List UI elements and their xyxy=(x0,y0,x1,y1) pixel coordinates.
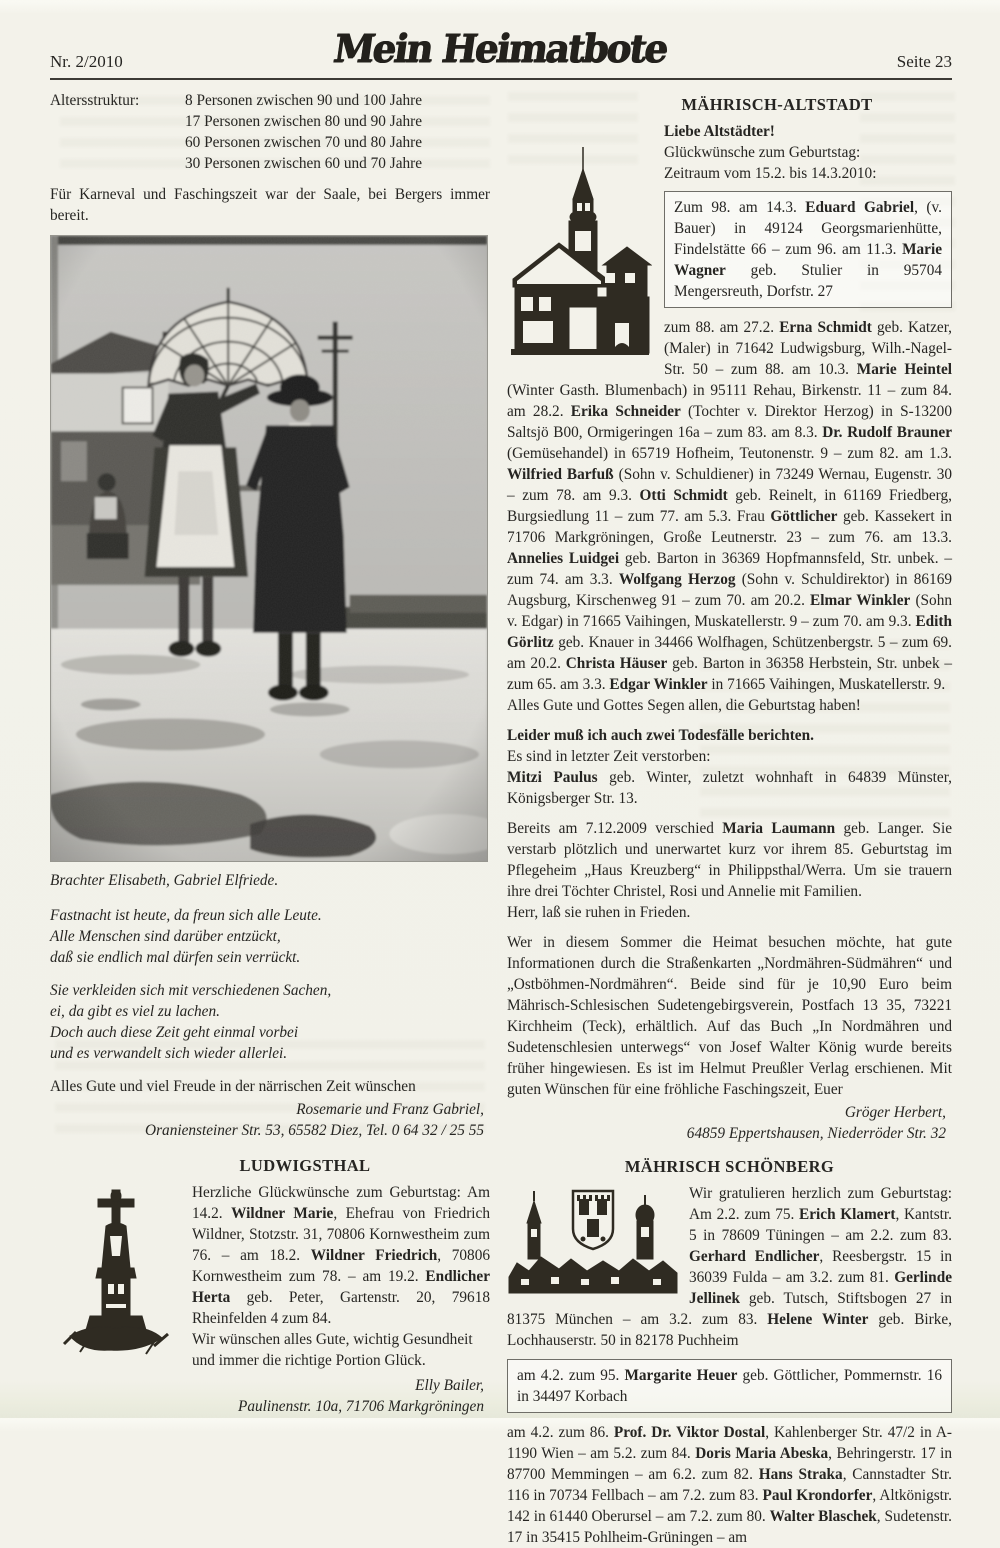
signature-block xyxy=(507,1102,946,1144)
signature-name: Rosemarie und Franz Gabriel, xyxy=(296,1101,484,1118)
obituary-heading: Leider muß ich auch zwei Todesfälle berichten. xyxy=(507,727,814,744)
ludwigsthal-body: Herzliche Glückwünsche zum Geburtstag: Am 14.2. Wildner Marie, Ehefrau von Friedrich Wildner, Stotzstr. 31, 70806 Kornwestheim zum 76. – am 18.2. Wildner Friedrich, 70806 Kornwestheim zum 78. – am 19.2. Endlicher Herta geb. Peter, Gartenstr. 20, 79618 Rheinfelden 4 zum 84. xyxy=(192,1184,494,1327)
signature-address: 64859 Eppertshausen, Niederröder Str. 32 xyxy=(686,1125,946,1142)
section-title-ludwigsthal: LUDWIGSTHAL xyxy=(239,1156,371,1175)
signature-address: Oraniensteiner Str. 53, 65582 Diez, Tel. 0 64 32 / 25 55 xyxy=(145,1122,484,1139)
right-column xyxy=(507,90,956,1548)
signature-address: Paulinenstr. 10a, 71706 Markgröningen xyxy=(237,1398,484,1415)
photo-illustration xyxy=(51,236,487,861)
age-structure-label: Altersstruktur: xyxy=(50,92,140,109)
stanza-gap xyxy=(50,968,490,980)
poem-stanza-2: Sie verkleiden sich mit verschiedenen Sachen, ei, da gibt es viel zu lachen. Doch auch diese Zeit geht einmal vorbei und es verwandelt sich wieder allerlei. xyxy=(50,982,332,1062)
wishes-line: Alles Gute und viel Freude in der närrischen Zeit wünschen xyxy=(50,1078,416,1095)
church-illustration xyxy=(507,147,652,359)
monument-cross-illustration xyxy=(50,1186,182,1358)
historical-photo xyxy=(50,235,488,862)
ludwigsthal-section xyxy=(50,1182,494,1417)
karneval-paragraph: Für Karneval und Faschingszeit war der Saale, bei Bergers immer bereit. xyxy=(50,186,490,224)
stanza-gap xyxy=(50,1064,490,1076)
photo-caption: Brachter Elisabeth, Gabriel Elfriede. xyxy=(50,872,279,889)
signature-name: Elly Bailer, xyxy=(415,1377,484,1394)
signature-block xyxy=(50,1375,484,1417)
obituary-intro: Es sind in letzter Zeit verstorben: xyxy=(507,748,711,765)
town-skyline-illustration xyxy=(507,1185,679,1297)
obituary-entry: Mitzi Paulus geb. Winter, zuletzt wohnhaft in 64839 Münster, Königsberger Str. 13. xyxy=(507,769,956,807)
obituary-blessing: Herr, laß sie ruhen in Frieden. xyxy=(507,904,691,921)
altstadt-section xyxy=(507,121,956,1144)
highlight-box-schoenberg: am 4.2. zum 95. Margarite Heuer geb. Göttlicher, Pommernstr. 16 in 34497 Korbach xyxy=(507,1359,952,1413)
page-number: Seite 23 xyxy=(896,52,952,71)
travel-info-paragraph: Wer in diesem Sommer die Heimat besuchen möchte, hat gute Informationen durch die Straßenkarten „Nordmähren-Südmähren“ und „Ostböhmen-Nordmähren“. Beide sind für je 10,90 Euro beim Mährisch-Schlesischen Sudetengebirgsverein, Postfach 13 35, 73221 Kirchheim (Teck), erhältlich. Auf das Buch „In Nordmähren und Sudetenschlesien unterwegs“ von Josef Walter König wurde bereits früher hingewiesen. Es ist im Helmut Preußler Verlag erschienen. Mit guten Wünschen für eine fröhliche Faschingszeit, Euer xyxy=(507,934,952,1098)
altstadt-salute: Liebe Altstädter! xyxy=(664,123,775,140)
page-content xyxy=(50,90,956,1548)
section-title-altstadt: MÄHRISCH-ALTSTADT xyxy=(681,95,873,114)
highlight-box-altstadt: Zum 98. am 14.3. Eduard Gabriel, (v. Bauer) in 49124 Georgsmarienhütte, Findelstätte 66 – zum 96. am 11.3. Marie Wagner geb. Stulier in 95704 Mengersreuth, Dorfstr. 27 xyxy=(664,191,952,308)
schoenberg-section xyxy=(507,1183,956,1548)
signature-block xyxy=(50,1099,484,1141)
age-structure-block xyxy=(50,90,490,174)
schoenberg-birthday-list-2: am 4.2. zum 86. Prof. Dr. Viktor Dostal, Kahlenberger Str. 47/2 in A-1190 Wien – am 5.2. zum 84. Doris Maria Abeska, Behringerstr. 17 in 87700 Memmingen – am 6.2. zum 82. Hans Straka, Cannstadter Str. 116 in 70734 Fellbach – am 7.2. zum 83. Paul Krondorfer, Altkönigstr. 142 in 61440 Oberursel – am 7.2. zum 80. Walter Blaschek, Sudetenstr. 17 in 35415 Pohlheim-Grüningen – am xyxy=(507,1424,956,1546)
schoenberg-birthday-list: Wir gratulieren herzlich zum Geburtstag: Am 2.2. zum 75. Erich Klamert, Kantstr. 5 in 78609 Tüningen – am 2.2. zum 83. Gerhard Endlicher, Reesbergstr. 15 in 36039 Fulda – am 3.2. zum 81. Gerlinde Jellinek geb. Tutsch, Stiftsbogen 27 in 81375 München – am 3.2. zum 83. Helene Winter geb. Birke, Lochhauserstr. 50 in 82178 Puchheim xyxy=(507,1185,956,1349)
section-title-schoenberg: MÄHRISCH SCHÖNBERG xyxy=(624,1157,835,1176)
ludwigsthal-closing: Wir wünschen alles Gute, wichtig Gesundheit und immer die richtige Portion Glück. xyxy=(192,1331,473,1369)
altstadt-period-line: Zeitraum vom 15.2. bis 14.3.2010: xyxy=(664,165,877,182)
obituary-entry: Bereits am 7.12.2009 verschied Maria Laumann geb. Langer. Sie verstarb plötzlich und unerwartet kurz vor ihrem 85. Geburtstag im Pflegeheim „Haus Kreuzberg“ in Philippsthal/Werra. Um sie trauern ihre drei Töchter Christel, Rosi und Annelie mit Familien. xyxy=(507,820,956,900)
altstadt-greeting-line: Glückwünsche zum Geburtstag: xyxy=(664,144,861,161)
issue-number: Nr. 2/2010 xyxy=(50,52,123,71)
altstadt-closing: Alles Gute und Gottes Segen allen, die Geburtstag haben! xyxy=(507,697,861,714)
altstadt-birthday-list: zum 88. am 27.2. Erna Schmidt geb. Katzer, (Maler) in 71642 Ludwigsburg, Wilh.-Nagel-Str. 50 – zum 88. am 10.3. Marie Heintel (Winter Gasth. Blumenbach) in 95111 Rehau, Birkenstr. 11 – zum 84. am 28.2. Erika Schneider (Tochter v. Direktor Herzog) in S-13200 Saltsjö B00, Ormigeringen 16a – zum 83. am 8.3. Dr. Rudolf Brauner (Gemüsehandel) in 65719 Hofheim, Teutonenstr. 9 – zum 82. am 1.3. Wilfried Barfuß (Sohn v. Schuldiener) in 73249 Wernau, Eugenstr. 30 – zum 78. am 9.3. Otti Schmidt geb. Reinelt, in 61169 Friedberg, Burgsiedlung 11 – zum 77. am 5.3. Frau Göttlicher geb. Kassekert in 71706 Markgröningen, Große Leutnerstr. 23 – zum 76. am 13.3. Annelies Luidgei geb. Barton in 36369 Hopfmannsfeld, Str. unbek. – zum 74. am 3.3. Wolfgang Herzog (Sohn v. Schuldirektor) in 86169 Augsburg, Kirschenweg 91 – zum 70. am 20.2. Elmar Winkler (Sohn v. Edgar) in 71665 Vaihingen, Muskatellerstr. 9 – zum 70. am 9.3. Edith Görlitz geb. Knauer in 34466 Wolfhagen, Schützenbergstr. 5 – zum 69. am 20.2. Christa Häuser geb. Barton in 36358 Herbstein, Str. unbek – zum 65. am 3.3. Edgar Winkler in 71665 Vaihingen, Muskatellerstr. 9. xyxy=(507,319,956,693)
signature-name: Gröger Herbert, xyxy=(844,1104,946,1121)
newspaper-masthead: Mein Heimatbote xyxy=(330,25,670,71)
age-structure-lines: 8 Personen zwischen 90 und 100 Jahre 17 Personen zwischen 80 und 90 Jahre 60 Personen zwischen 70 und 80 Jahre 30 Personen zwischen 60 und 70 Jahre xyxy=(185,92,423,172)
poem-stanza-1: Fastnacht ist heute, da freun sich alle Leute. Alle Menschen sind darüber entzückt, daß sie endlich mal dürfen sein verrückt. xyxy=(50,907,322,966)
left-column xyxy=(50,90,494,1548)
header-rule xyxy=(50,78,952,80)
